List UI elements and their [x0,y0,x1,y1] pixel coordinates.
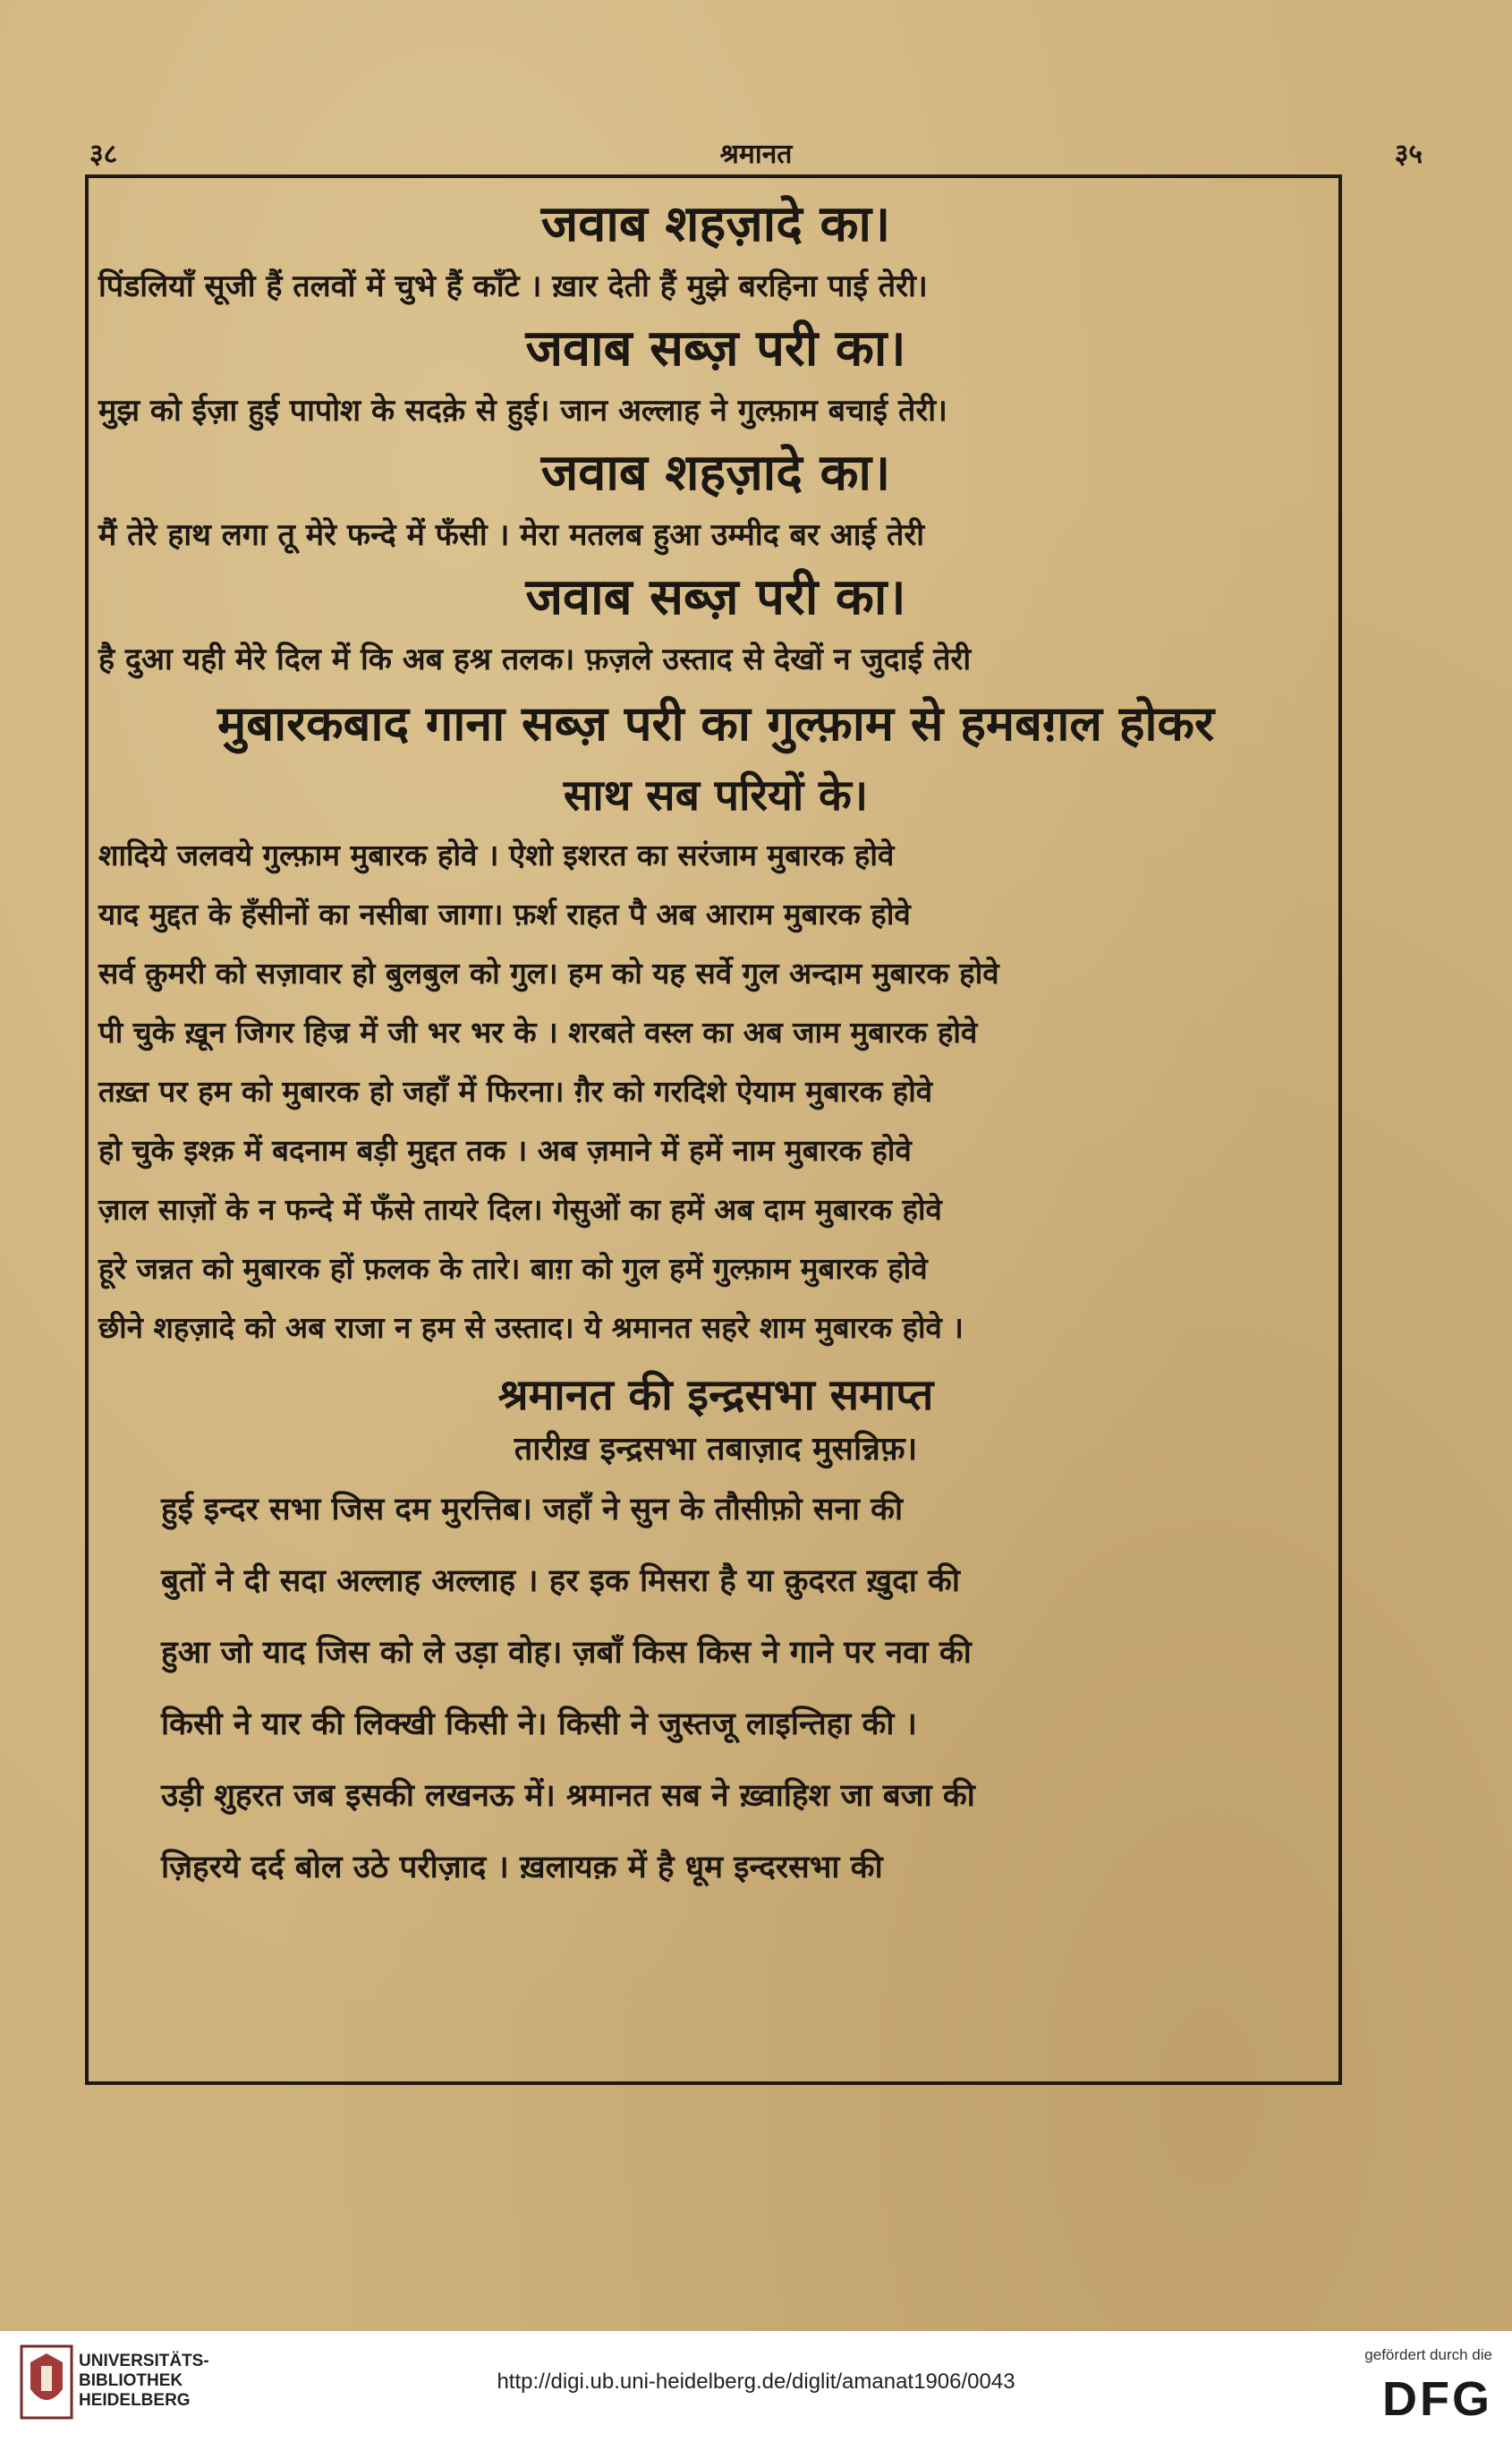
verse-line: सर्व क़ुमरी को सज़ावार हो बुलबुल को गुल। हम को यह सर्वे गुल अन्दाम मुबारक होवे [98,956,999,991]
verse-line: हुआ जो याद जिस को ले उड़ा वोह। ज़बाँ किस किस ने गाने पर नवा की [161,1635,972,1671]
verse-line: है दुआ यही मेरे दिल में कि अब हश्र तलक। फ़ज़ले उस्ताद से देखों न जुदाई तेरी [98,642,972,677]
institution-line: UNIVERSITÄTS- [79,2352,209,2370]
page-content [94,192,1338,1903]
institution-line: BIBLIOTHEK [79,2371,183,2390]
page-number: ३५ [1394,139,1423,170]
verse-line: मैं तेरे हाथ लगा तू मेरे फन्दे में फँसी । मेरा मतलब हुआ उम्मीद बर आई तेरी [98,517,925,553]
chronogram-heading: तारीख़ इन्द्रसभा तबाज़ाद मुसन्निफ़। [514,1431,918,1468]
verse-line: उड़ी शुहरत जब इसकी लखनऊ में। श्रमानत सब ने ख़्वाहिश जा बजा की [161,1778,975,1814]
section-heading: जवाब शहज़ादे का। [540,444,891,502]
verse-line: हुई इन्दर सभा जिस दम मुरत्तिब। जहाँ ने सुन के तौसीफ़ो सना की [161,1492,904,1527]
song-heading: मुबारकबाद गाना सब्ज़ परी का गुल्फ़ाम से हमबग़ल होकर [217,695,1215,752]
verse-line: शादिये जलवये गुल्फ़ाम मुबारक होवे । ऐशो इशरत का सरंजाम मुबारक होवे [98,838,895,872]
song-subheading: साथ सब परियों के। [563,770,869,821]
funded-by-label: gefördert durch die [1364,2346,1492,2363]
verse-line: पी चुके ख़ून जिगर हिज्र में जी भर भर के । शरबते वस्ल का अब जाम मुबारक होवे [98,1015,978,1050]
verse-line: छीने शहज़ादे को अब राजा न हम से उस्ताद। ये श्रमानत सहरे शाम मुबारक होवे । [98,1310,964,1345]
running-head [81,134,1431,179]
verse-line: मुझ को ईज़ा हुई पापोश के सदक़े से हुई। जान अल्लाह ने गुल्फ़ाम बचाई तेरी। [98,393,947,429]
verse-line: पिंडलियाँ सूजी हैं तलवों में चुभे हैं काँटे । ख़ार देती हैं मुझे बरहिना पाई तेरी। [98,268,928,304]
verse-line: याद मुद्दत के हँसीनों का नसीबा जागा। फ़र्श राहत पै अब आराम मुबारक होवे [98,897,911,932]
institution-line: HEIDELBERG [79,2391,191,2410]
running-head-left: ३८ [89,139,118,170]
verse-line: बुतों ने दी सदा अल्लाह अल्लाह । हर इक मिसरा है या क़ुदरत ख़ुदा की [161,1563,960,1599]
permalink[interactable]: http://digi.ub.uni-heidelberg.de/diglit/amanat1906/0043 [497,2370,1015,2394]
section-heading: जवाब सब्ज़ परी का। [525,319,906,378]
verse-line: हूरे जन्नत को मुबारक हों फ़लक के तारे। बाग़ को गुल हमें गुल्फ़ाम मुबारक होवे [98,1251,928,1286]
verse-line: तख़्त पर हम को मुबारक हो जहाँ में फिरना। ग़ैर को गरदिशे ऐयाम मुबारक होवे [98,1074,933,1109]
verse-line: ज़िहरये दर्द बोल उठे परीज़ाद । ख़लायक़ में है धूम इन्दरसभा की [161,1850,883,1885]
verse-line: किसी ने यार की लिक्खी किसी ने। किसी ने जुस्तजू लाइन्तिहा की । [161,1706,917,1742]
section-heading: जवाब शहज़ादे का। [540,195,891,253]
verse-line: ज़ाल साज़ों के न फन्दे में फँसे तायरे दिल। गेसुओं का हमें अब दाम मुबारक होवे [98,1192,942,1227]
section-heading: जवाब सब्ज़ परी का। [525,568,906,626]
dfg-logo: DFG [1382,2372,1492,2426]
end-heading: श्रमानत की इन्द्रसभा समाप्त [497,1370,934,1420]
running-head-title: श्रमानत [719,139,793,170]
verse-line: हो चुके इश्क़ में बदनाम बड़ी मुद्दत तक । अब ज़माने में हमें नाम मुबारक होवे [98,1133,912,1168]
